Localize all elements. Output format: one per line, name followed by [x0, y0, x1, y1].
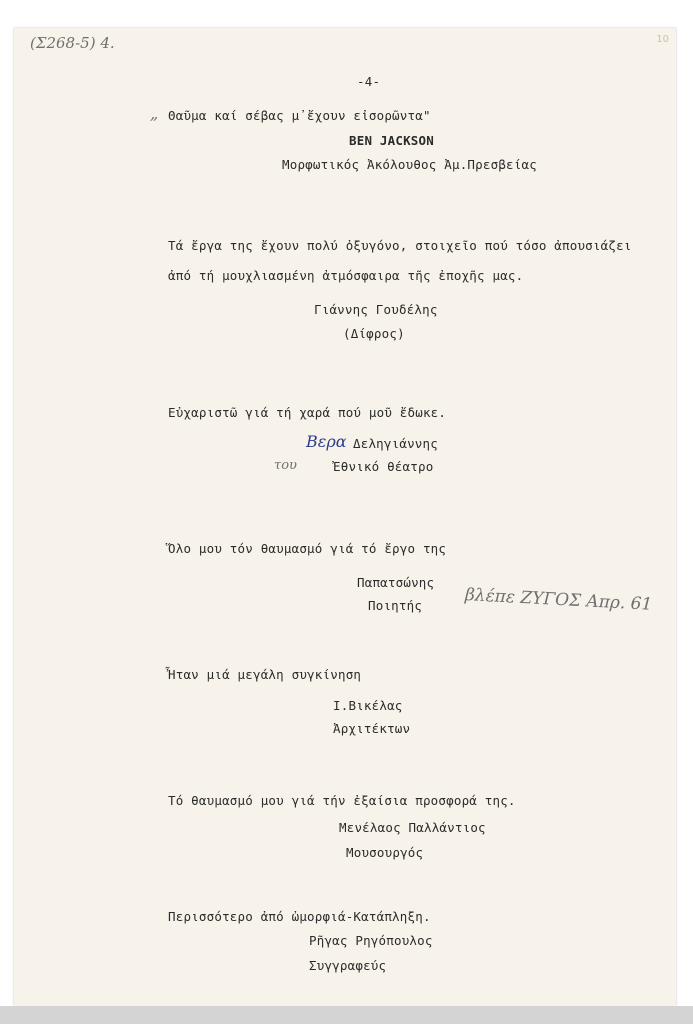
archive-reference: (Σ268-5) 4.	[30, 34, 115, 52]
signatory-name-5: Ι.Βικέλας	[333, 698, 403, 713]
signatory-name-2: Γιάννης Γουδέλης	[314, 302, 438, 317]
signatory-role-4: Ποιητής	[368, 598, 423, 613]
signatory-name-1: BEN JACKSON	[349, 133, 434, 148]
quote-text-2-line-2: ἀπό τή μουχλιασμένη ἀτμόσφαιρα τῆς ἐποχῆς μας.	[168, 268, 524, 283]
signatory-role-2: (Δίφρος)	[343, 326, 405, 341]
signatory-role-5: Ἀρχιτέκτων	[333, 721, 411, 736]
quote-text-6: Τό θαυμασμό μου γιά τήν ἐξαίσια προσφορά της.	[168, 793, 516, 808]
signatory-name-4: Παπατσώνης	[357, 575, 435, 590]
quote-text-3: Εὐχαριστῶ γιά τή χαρά πού μοῦ ἔδωκε.	[168, 405, 447, 420]
pencil-page-number: 10	[656, 34, 669, 45]
quote-text-1: Θαῦμα καί σέβας μ᾽ἔχουν εἰσορῶντα"	[168, 108, 431, 123]
quote-text-2-line-1: Τά ἔργα της ἔχουν πολύ ὀξυγόνο, στοιχεῖο πού τόσο ἀπουσιάζει	[168, 238, 632, 253]
signatory-role-3: Ἐθνικό θέατρο	[333, 459, 434, 474]
signatory-role-6: Μουσουργός	[346, 845, 424, 860]
handwritten-first-name: Βερα	[306, 432, 347, 451]
opening-quote-mark: „	[150, 104, 159, 123]
quote-text-4: Ὅλο μου τόν θαυμασμό γιά τό ἔργο της	[168, 541, 447, 556]
signatory-name-6: Μενέλαος Παλλάντιος	[339, 820, 486, 835]
signatory-name-3: Δεληγιάννης	[353, 436, 438, 451]
handwritten-prefix: του	[274, 458, 297, 473]
quote-text-7: Περισσότερο ἀπό ὠμορφιά-Κατάπληξη.	[168, 909, 431, 924]
page-number: -4-	[357, 74, 381, 89]
scan-edge	[0, 1006, 693, 1024]
handwritten-side-note: βλέπε ΖΥΓΟΣ Απρ. 61	[464, 585, 653, 615]
quote-text-5: Ἦταν μιά μεγάλη συγκίνηση	[168, 667, 362, 682]
signatory-role-7: Συγγραφεύς	[309, 958, 387, 973]
signatory-name-7: Ρῆγας Ρηγόπουλος	[309, 933, 433, 948]
signatory-role-1: Μορφωτικός Ἀκόλουθος Ἀμ.Πρεσβείας	[282, 157, 537, 172]
document-page	[14, 28, 676, 1006]
